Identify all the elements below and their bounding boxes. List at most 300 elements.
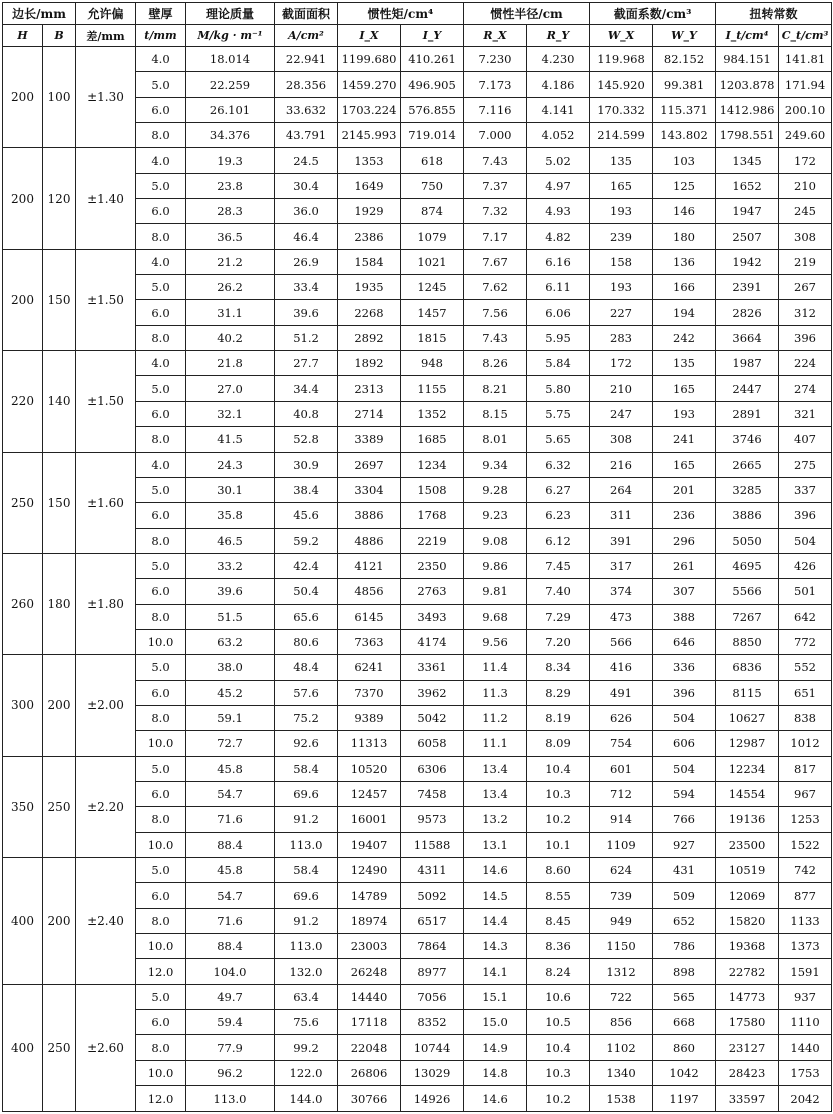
cell-wall-thickness: 5.0 <box>136 655 186 680</box>
cell-h: 400 <box>3 858 43 985</box>
cell-rx: 7.32 <box>464 199 527 224</box>
cell-ct: 1440 <box>779 1035 832 1060</box>
cell-iy: 5042 <box>401 705 464 730</box>
cell-it: 3285 <box>716 477 779 502</box>
subheader-h: H <box>3 25 43 47</box>
cell-wy: 766 <box>653 807 716 832</box>
cell-ix: 1703.224 <box>338 97 401 122</box>
cell-wall-thickness: 6.0 <box>136 401 186 426</box>
cell-it: 1412.986 <box>716 97 779 122</box>
cell-wx: 135 <box>590 148 653 173</box>
cell-ix: 4121 <box>338 553 401 578</box>
cell-ct: 219 <box>779 249 832 274</box>
subheader-iy: I_Y <box>401 25 464 47</box>
cell-it: 10627 <box>716 705 779 730</box>
cell-iy: 1352 <box>401 401 464 426</box>
cell-b: 250 <box>43 756 76 857</box>
cell-wy: 241 <box>653 427 716 452</box>
subheader-ix: I_X <box>338 25 401 47</box>
cell-rx: 7.116 <box>464 97 527 122</box>
cell-ry: 8.45 <box>527 908 590 933</box>
cell-ix: 3389 <box>338 427 401 452</box>
cell-mass: 54.7 <box>186 781 275 806</box>
cell-wx: 308 <box>590 427 653 452</box>
cell-rx: 9.08 <box>464 528 527 553</box>
cell-ct: 267 <box>779 275 832 300</box>
cell-ct: 274 <box>779 376 832 401</box>
cell-wx: 119.968 <box>590 47 653 72</box>
cell-tolerance: ±1.50 <box>76 351 136 452</box>
cell-wall-thickness: 6.0 <box>136 883 186 908</box>
cell-wx: 210 <box>590 376 653 401</box>
cell-wx: 1150 <box>590 934 653 959</box>
cell-h: 400 <box>3 984 43 1111</box>
cell-ix: 10520 <box>338 756 401 781</box>
cell-it: 23127 <box>716 1035 779 1060</box>
cell-tolerance: ±1.50 <box>76 249 136 350</box>
cell-iy: 10744 <box>401 1035 464 1060</box>
cell-it: 2665 <box>716 452 779 477</box>
cell-rx: 13.1 <box>464 832 527 857</box>
cell-ix: 1199.680 <box>338 47 401 72</box>
cell-it: 12069 <box>716 883 779 908</box>
header-side-length: 边长/mm <box>3 3 76 25</box>
cell-rx: 14.5 <box>464 883 527 908</box>
cell-wall-thickness: 4.0 <box>136 452 186 477</box>
cell-ct: 742 <box>779 858 832 883</box>
cell-ry: 6.23 <box>527 503 590 528</box>
subheader-tolerance-unit: 差/mm <box>76 25 136 47</box>
cell-wall-thickness: 10.0 <box>136 1060 186 1085</box>
cell-wx: 193 <box>590 199 653 224</box>
cell-it: 2507 <box>716 224 779 249</box>
cell-ry: 8.24 <box>527 959 590 984</box>
cell-b: 150 <box>43 452 76 553</box>
steel-section-table <box>2 2 832 1112</box>
cell-area: 52.8 <box>275 427 338 452</box>
cell-ct: 245 <box>779 199 832 224</box>
table-row <box>3 249 832 274</box>
cell-ct: 1753 <box>779 1060 832 1085</box>
cell-tolerance: ±1.60 <box>76 452 136 553</box>
cell-wall-thickness: 6.0 <box>136 503 186 528</box>
cell-mass: 88.4 <box>186 934 275 959</box>
cell-ct: 1110 <box>779 1010 832 1035</box>
cell-it: 14554 <box>716 781 779 806</box>
cell-mass: 51.5 <box>186 604 275 629</box>
cell-wall-thickness: 5.0 <box>136 756 186 781</box>
cell-ct: 396 <box>779 503 832 528</box>
cell-wall-thickness: 6.0 <box>136 1010 186 1035</box>
cell-it: 1987 <box>716 351 779 376</box>
cell-iy: 496.905 <box>401 72 464 97</box>
cell-wall-thickness: 8.0 <box>136 528 186 553</box>
cell-iy: 3361 <box>401 655 464 680</box>
cell-it: 12234 <box>716 756 779 781</box>
cell-iy: 2763 <box>401 579 464 604</box>
cell-it: 14773 <box>716 984 779 1009</box>
cell-ix: 1459.270 <box>338 72 401 97</box>
cell-mass: 46.5 <box>186 528 275 553</box>
header-row-top <box>3 3 832 25</box>
cell-wy: 898 <box>653 959 716 984</box>
cell-it: 12987 <box>716 731 779 756</box>
cell-ct: 308 <box>779 224 832 249</box>
cell-wall-thickness: 4.0 <box>136 148 186 173</box>
cell-it: 2891 <box>716 401 779 426</box>
cell-wx: 317 <box>590 553 653 578</box>
cell-ix: 23003 <box>338 934 401 959</box>
cell-area: 42.4 <box>275 553 338 578</box>
cell-wy: 180 <box>653 224 716 249</box>
header-torsion-constant: 扭转常数 <box>716 3 832 25</box>
cell-wx: 311 <box>590 503 653 528</box>
cell-wx: 1102 <box>590 1035 653 1060</box>
cell-wx: 391 <box>590 528 653 553</box>
cell-rx: 8.15 <box>464 401 527 426</box>
cell-wy: 860 <box>653 1035 716 1060</box>
cell-b: 120 <box>43 148 76 249</box>
cell-wall-thickness: 6.0 <box>136 199 186 224</box>
cell-mass: 45.2 <box>186 680 275 705</box>
table-row <box>3 351 832 376</box>
cell-it: 8850 <box>716 629 779 654</box>
cell-it: 984.151 <box>716 47 779 72</box>
cell-iy: 7056 <box>401 984 464 1009</box>
cell-area: 50.4 <box>275 579 338 604</box>
cell-it: 6836 <box>716 655 779 680</box>
cell-wall-thickness: 12.0 <box>136 1086 186 1112</box>
cell-wx: 374 <box>590 579 653 604</box>
cell-rx: 14.1 <box>464 959 527 984</box>
cell-wall-thickness: 4.0 <box>136 351 186 376</box>
cell-area: 34.4 <box>275 376 338 401</box>
cell-it: 3664 <box>716 325 779 350</box>
cell-ix: 7370 <box>338 680 401 705</box>
cell-wy: 1197 <box>653 1086 716 1112</box>
cell-it: 1798.551 <box>716 123 779 148</box>
cell-ct: 396 <box>779 325 832 350</box>
subheader-t: t/mm <box>136 25 186 47</box>
cell-rx: 7.56 <box>464 300 527 325</box>
cell-ry: 10.3 <box>527 1060 590 1085</box>
cell-tolerance: ±2.00 <box>76 655 136 756</box>
cell-ry: 5.84 <box>527 351 590 376</box>
cell-ry: 8.09 <box>527 731 590 756</box>
cell-area: 69.6 <box>275 781 338 806</box>
cell-wall-thickness: 10.0 <box>136 934 186 959</box>
cell-wy: 103 <box>653 148 716 173</box>
cell-wall-thickness: 12.0 <box>136 959 186 984</box>
cell-mass: 77.9 <box>186 1035 275 1060</box>
cell-wx: 283 <box>590 325 653 350</box>
cell-ix: 14440 <box>338 984 401 1009</box>
cell-it: 28423 <box>716 1060 779 1085</box>
subheader-wx: W_X <box>590 25 653 47</box>
cell-wx: 239 <box>590 224 653 249</box>
cell-wx: 914 <box>590 807 653 832</box>
cell-ct: 312 <box>779 300 832 325</box>
cell-ry: 7.29 <box>527 604 590 629</box>
cell-ry: 4.141 <box>527 97 590 122</box>
cell-wall-thickness: 5.0 <box>136 275 186 300</box>
cell-it: 15820 <box>716 908 779 933</box>
cell-wy: 1042 <box>653 1060 716 1085</box>
cell-wall-thickness: 8.0 <box>136 604 186 629</box>
cell-ry: 10.4 <box>527 1035 590 1060</box>
cell-wy: 646 <box>653 629 716 654</box>
cell-rx: 7.000 <box>464 123 527 148</box>
cell-iy: 410.261 <box>401 47 464 72</box>
table-row <box>3 148 832 173</box>
cell-ry: 5.95 <box>527 325 590 350</box>
cell-wy: 242 <box>653 325 716 350</box>
cell-area: 22.941 <box>275 47 338 72</box>
cell-ry: 5.80 <box>527 376 590 401</box>
table-row <box>3 452 832 477</box>
header-moment-of-inertia: 惯性矩/cm⁴ <box>338 3 464 25</box>
table-row <box>3 553 832 578</box>
cell-iy: 3962 <box>401 680 464 705</box>
cell-area: 26.9 <box>275 249 338 274</box>
cell-tolerance: ±2.60 <box>76 984 136 1111</box>
cell-ix: 1935 <box>338 275 401 300</box>
cell-area: 144.0 <box>275 1086 338 1112</box>
cell-ct: 200.10 <box>779 97 832 122</box>
cell-mass: 54.7 <box>186 883 275 908</box>
cell-it: 19136 <box>716 807 779 832</box>
cell-ry: 8.34 <box>527 655 590 680</box>
cell-area: 27.7 <box>275 351 338 376</box>
cell-wx: 856 <box>590 1010 653 1035</box>
cell-mass: 31.1 <box>186 300 275 325</box>
subheader-a: A/cm² <box>275 25 338 47</box>
cell-ix: 17118 <box>338 1010 401 1035</box>
subheader-b: B <box>43 25 76 47</box>
cell-mass: 41.5 <box>186 427 275 452</box>
cell-area: 65.6 <box>275 604 338 629</box>
cell-it: 5566 <box>716 579 779 604</box>
cell-rx: 13.4 <box>464 756 527 781</box>
cell-iy: 13029 <box>401 1060 464 1085</box>
cell-rx: 13.4 <box>464 781 527 806</box>
cell-ry: 4.186 <box>527 72 590 97</box>
cell-mass: 38.0 <box>186 655 275 680</box>
cell-it: 5050 <box>716 528 779 553</box>
cell-rx: 7.43 <box>464 148 527 173</box>
cell-it: 8115 <box>716 680 779 705</box>
cell-ix: 2892 <box>338 325 401 350</box>
cell-ry: 4.230 <box>527 47 590 72</box>
cell-ry: 7.45 <box>527 553 590 578</box>
header-section-area: 截面面积 <box>275 3 338 25</box>
cell-mass: 21.8 <box>186 351 275 376</box>
cell-iy: 948 <box>401 351 464 376</box>
cell-ix: 2697 <box>338 452 401 477</box>
cell-wy: 565 <box>653 984 716 1009</box>
cell-it: 1947 <box>716 199 779 224</box>
cell-it: 1203.878 <box>716 72 779 97</box>
cell-wy: 135 <box>653 351 716 376</box>
cell-ct: 224 <box>779 351 832 376</box>
subheader-wy: W_Y <box>653 25 716 47</box>
cell-ix: 2268 <box>338 300 401 325</box>
cell-wy: 201 <box>653 477 716 502</box>
cell-wx: 170.332 <box>590 97 653 122</box>
cell-wall-thickness: 6.0 <box>136 680 186 705</box>
cell-iy: 719.014 <box>401 123 464 148</box>
cell-ry: 4.82 <box>527 224 590 249</box>
cell-wy: 125 <box>653 173 716 198</box>
cell-wall-thickness: 8.0 <box>136 123 186 148</box>
cell-wall-thickness: 10.0 <box>136 731 186 756</box>
cell-iy: 1234 <box>401 452 464 477</box>
cell-it: 17580 <box>716 1010 779 1035</box>
cell-rx: 11.3 <box>464 680 527 705</box>
cell-mass: 72.7 <box>186 731 275 756</box>
cell-area: 57.6 <box>275 680 338 705</box>
cell-mass: 35.8 <box>186 503 275 528</box>
cell-ct: 937 <box>779 984 832 1009</box>
cell-mass: 45.8 <box>186 756 275 781</box>
cell-it: 2826 <box>716 300 779 325</box>
cell-ct: 275 <box>779 452 832 477</box>
cell-ix: 16001 <box>338 807 401 832</box>
cell-ct: 967 <box>779 781 832 806</box>
cell-tolerance: ±2.40 <box>76 858 136 985</box>
cell-b: 250 <box>43 984 76 1111</box>
cell-rx: 14.3 <box>464 934 527 959</box>
cell-wall-thickness: 4.0 <box>136 47 186 72</box>
cell-wx: 214.599 <box>590 123 653 148</box>
cell-mass: 45.8 <box>186 858 275 883</box>
cell-it: 1345 <box>716 148 779 173</box>
cell-wy: 165 <box>653 452 716 477</box>
cell-wx: 158 <box>590 249 653 274</box>
cell-ry: 4.97 <box>527 173 590 198</box>
cell-area: 30.4 <box>275 173 338 198</box>
cell-area: 48.4 <box>275 655 338 680</box>
cell-wx: 1538 <box>590 1086 653 1112</box>
cell-wy: 261 <box>653 553 716 578</box>
cell-wall-thickness: 6.0 <box>136 97 186 122</box>
cell-rx: 14.6 <box>464 1086 527 1112</box>
cell-ry: 7.20 <box>527 629 590 654</box>
cell-rx: 9.23 <box>464 503 527 528</box>
cell-wall-thickness: 6.0 <box>136 781 186 806</box>
cell-rx: 7.67 <box>464 249 527 274</box>
cell-rx: 8.26 <box>464 351 527 376</box>
cell-wx: 1109 <box>590 832 653 857</box>
cell-mass: 39.6 <box>186 579 275 604</box>
cell-area: 45.6 <box>275 503 338 528</box>
cell-iy: 6517 <box>401 908 464 933</box>
cell-ry: 10.4 <box>527 756 590 781</box>
cell-rx: 13.2 <box>464 807 527 832</box>
cell-ct: 210 <box>779 173 832 198</box>
cell-iy: 618 <box>401 148 464 173</box>
cell-mass: 23.8 <box>186 173 275 198</box>
cell-wx: 216 <box>590 452 653 477</box>
cell-area: 33.4 <box>275 275 338 300</box>
cell-area: 91.2 <box>275 807 338 832</box>
cell-b: 200 <box>43 858 76 985</box>
cell-area: 92.6 <box>275 731 338 756</box>
cell-iy: 1685 <box>401 427 464 452</box>
cell-ix: 12457 <box>338 781 401 806</box>
cell-mass: 63.2 <box>186 629 275 654</box>
cell-h: 220 <box>3 351 43 452</box>
cell-area: 75.6 <box>275 1010 338 1035</box>
cell-rx: 9.81 <box>464 579 527 604</box>
cell-tolerance: ±2.20 <box>76 756 136 857</box>
cell-wy: 509 <box>653 883 716 908</box>
cell-ry: 5.75 <box>527 401 590 426</box>
cell-h: 250 <box>3 452 43 553</box>
cell-wall-thickness: 5.0 <box>136 553 186 578</box>
cell-wy: 668 <box>653 1010 716 1035</box>
cell-iy: 2219 <box>401 528 464 553</box>
cell-area: 51.2 <box>275 325 338 350</box>
cell-iy: 6058 <box>401 731 464 756</box>
cell-mass: 71.6 <box>186 807 275 832</box>
cell-area: 46.4 <box>275 224 338 249</box>
cell-area: 113.0 <box>275 832 338 857</box>
cell-it: 22782 <box>716 959 779 984</box>
cell-area: 40.8 <box>275 401 338 426</box>
cell-rx: 8.21 <box>464 376 527 401</box>
cell-iy: 750 <box>401 173 464 198</box>
cell-wy: 236 <box>653 503 716 528</box>
cell-wy: 594 <box>653 781 716 806</box>
cell-rx: 7.37 <box>464 173 527 198</box>
cell-area: 59.2 <box>275 528 338 553</box>
cell-ct: 1522 <box>779 832 832 857</box>
cell-wall-thickness: 10.0 <box>136 832 186 857</box>
cell-wx: 1340 <box>590 1060 653 1085</box>
cell-wx: 172 <box>590 351 653 376</box>
cell-ix: 22048 <box>338 1035 401 1060</box>
cell-wx: 227 <box>590 300 653 325</box>
cell-wy: 115.371 <box>653 97 716 122</box>
cell-wy: 504 <box>653 705 716 730</box>
cell-ry: 10.1 <box>527 832 590 857</box>
cell-iy: 6306 <box>401 756 464 781</box>
cell-wall-thickness: 5.0 <box>136 173 186 198</box>
cell-mass: 71.6 <box>186 908 275 933</box>
cell-wall-thickness: 8.0 <box>136 1035 186 1060</box>
cell-rx: 9.86 <box>464 553 527 578</box>
cell-rx: 7.43 <box>464 325 527 350</box>
cell-ix: 2386 <box>338 224 401 249</box>
cell-it: 2447 <box>716 376 779 401</box>
cell-ct: 337 <box>779 477 832 502</box>
cell-ry: 10.2 <box>527 807 590 832</box>
cell-iy: 3493 <box>401 604 464 629</box>
cell-rx: 14.8 <box>464 1060 527 1085</box>
cell-area: 91.2 <box>275 908 338 933</box>
cell-wall-thickness: 8.0 <box>136 325 186 350</box>
cell-ix: 11313 <box>338 731 401 756</box>
cell-iy: 1021 <box>401 249 464 274</box>
cell-ry: 6.11 <box>527 275 590 300</box>
cell-area: 28.356 <box>275 72 338 97</box>
cell-area: 69.6 <box>275 883 338 908</box>
cell-iy: 7864 <box>401 934 464 959</box>
cell-h: 200 <box>3 249 43 350</box>
cell-ct: 501 <box>779 579 832 604</box>
table-body <box>3 47 832 1112</box>
